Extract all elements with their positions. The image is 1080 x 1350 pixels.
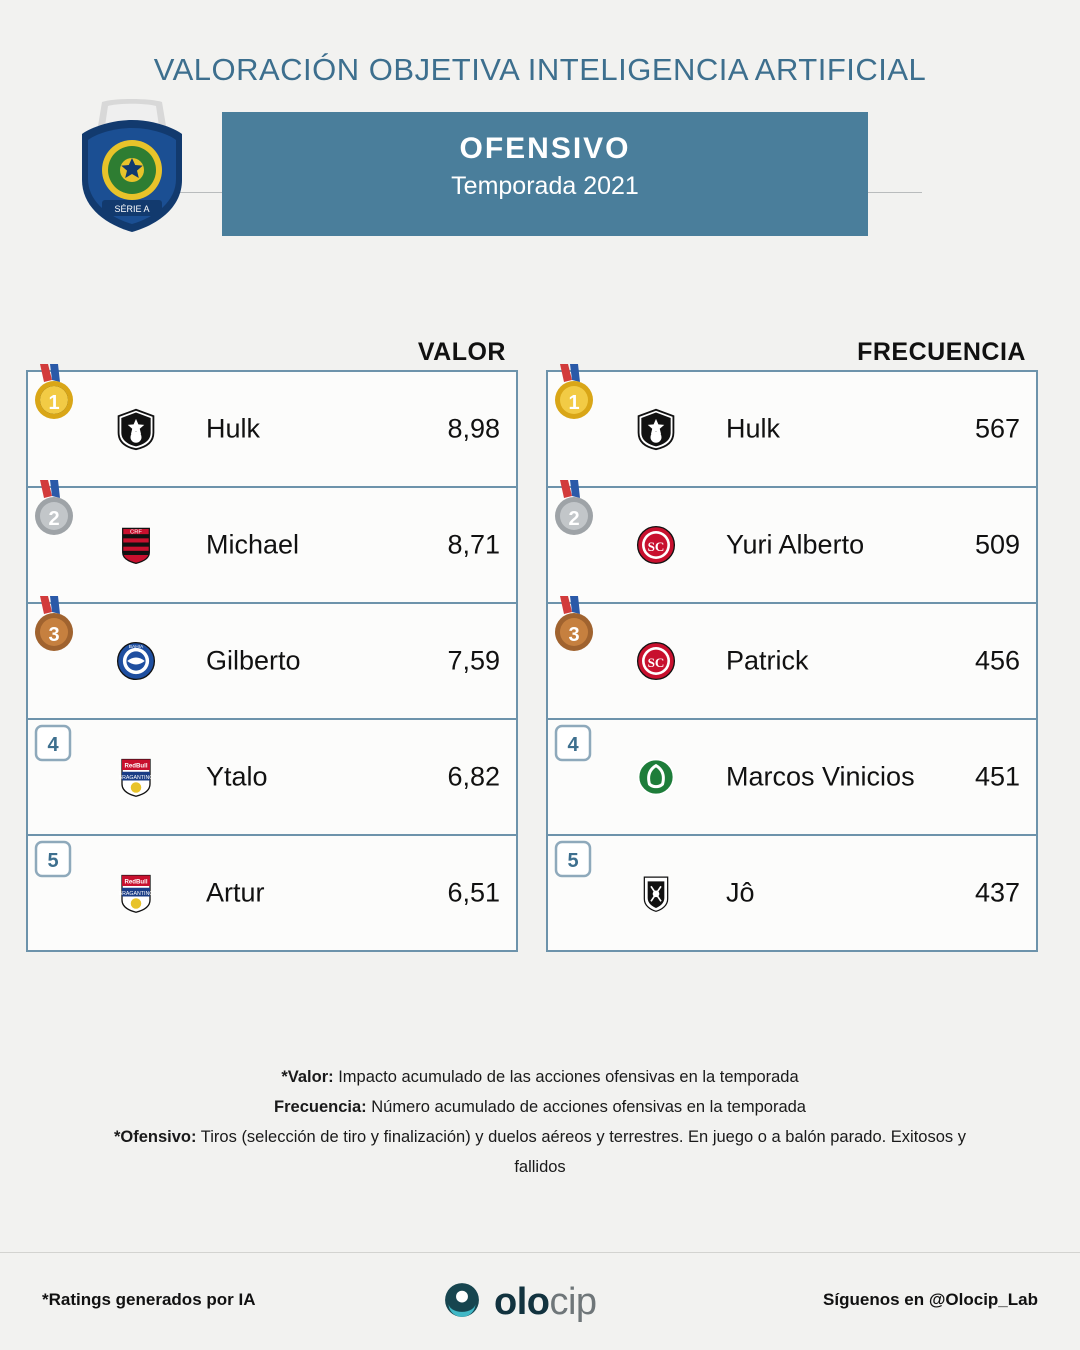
club-logo-atletico-mineiro-icon [112,405,160,453]
footnote-frecuencia-label: Frecuencia: [274,1098,367,1116]
svg-text:2: 2 [48,508,60,530]
footnote-ofensivo-text: Tiros (selección de tiro y finalización) y duelos aéreos y terrestres. En juego o a balón parado. Exitosos y fallidos [196,1128,966,1176]
footnote-frecuencia-text: Número acumulado de acciones ofensivas en la temporada [366,1098,806,1116]
player-name: Artur [206,877,265,908]
page-title: VALORACIÓN OBJETIVA INTELIGENCIA ARTIFICIAL [153,52,927,87]
svg-text:RedBull: RedBull [124,878,148,886]
table-row[interactable] [28,720,516,836]
player-name: Patrick [726,645,809,676]
table-row[interactable] [548,488,1036,604]
player-value: 509 [974,529,1020,560]
table-body-valor [26,370,518,952]
club-logo-internacional-icon [632,521,680,569]
rank-badge-5-icon [548,828,600,886]
club-logo-bragantino-icon [112,753,160,801]
table-row[interactable] [28,604,516,720]
rank-medal-gold-icon [548,364,600,422]
svg-text:CRF: CRF [130,529,142,536]
footer-social-handle: Síguenos en @Olocip_Lab [823,1290,1038,1309]
footer-divider [0,1252,1080,1253]
banner-season: Temporada 2021 [451,172,639,200]
svg-text:RedBull: RedBull [124,762,148,770]
footnote-valor-text: Impacto acumulado de las acciones ofensivas en la temporada [333,1068,799,1086]
svg-text:4: 4 [567,734,579,756]
svg-text:4: 4 [47,734,59,756]
table-row[interactable] [28,488,516,604]
rank-badge-4-icon [548,712,600,770]
footnote-valor-label: *Valor: [281,1068,334,1086]
olocip-wordmark [494,1281,597,1324]
league-crest-icon [62,96,202,236]
table-body-frecuencia [546,370,1038,952]
club-logo-juventude-icon [632,753,680,801]
svg-text:SC: SC [647,539,665,555]
svg-text:1: 1 [568,392,580,414]
svg-text:SC: SC [647,655,665,671]
rank-medal-silver-icon [28,480,80,538]
svg-text:5: 5 [567,850,579,872]
olocip-mark-icon [440,1278,484,1327]
club-logo-atletico-mineiro-icon [632,405,680,453]
player-value: 6,51 [447,877,500,908]
table-row[interactable] [28,836,516,952]
svg-text:5: 5 [47,850,59,872]
table-row[interactable] [548,720,1036,836]
club-logo-internacional-icon [632,637,680,685]
table-row[interactable] [548,372,1036,488]
player-value: 6,82 [447,761,500,792]
svg-text:BRAGANTINO: BRAGANTINO [118,890,154,897]
footnotes [90,1062,990,1182]
banner-category: OFENSIVO [459,132,631,165]
ranking-table-valor [26,338,518,952]
rank-medal-gold-icon [28,364,80,422]
footnote-ofensivo-label: *Ofensivo: [113,1128,197,1146]
player-name: Yuri Alberto [726,529,865,560]
svg-text:3: 3 [568,624,580,646]
rank-medal-bronze-icon [28,596,80,654]
footnote-valor [90,1062,990,1092]
club-logo-flamengo-icon [112,521,160,569]
club-logo-corinthians-icon [632,869,680,917]
player-name: Ytalo [206,761,268,792]
table-row[interactable] [28,372,516,488]
column-header-valor: VALOR [417,338,506,366]
rank-badge-4-icon [28,712,80,770]
player-name: Michael [206,529,300,560]
svg-text:3: 3 [48,624,60,646]
player-name: Hulk [206,413,261,444]
title-banner [222,112,868,236]
svg-text:2: 2 [568,508,580,530]
rank-medal-bronze-icon [548,596,600,654]
player-name: Marcos Vinicios [726,761,915,792]
player-value: 567 [974,413,1020,444]
player-value: 451 [974,761,1020,792]
club-logo-bragantino-icon [112,869,160,917]
table-row[interactable] [548,836,1036,952]
ranking-table-frecuencia [546,338,1038,952]
rank-medal-silver-icon [548,480,600,538]
player-value: 456 [974,645,1020,676]
player-name: Jô [726,877,755,908]
svg-text:BRAGANTINO: BRAGANTINO [118,774,154,781]
table-row[interactable] [548,604,1036,720]
svg-text:SÉRIE A: SÉRIE A [114,204,150,214]
footnote-frecuencia [90,1092,990,1122]
player-value: 8,71 [447,529,500,560]
player-name: Gilberto [206,645,301,676]
player-value: 7,59 [447,645,500,676]
rank-badge-5-icon [28,828,80,886]
olocip-logo[interactable] [440,1278,597,1327]
svg-text:1: 1 [48,392,60,414]
olocip-wordmark-light: cip [549,1281,597,1323]
player-name: Hulk [726,413,781,444]
player-value: 8,98 [447,413,500,444]
column-header-frecuencia: FRECUENCIA [857,338,1026,366]
player-value: 437 [974,877,1020,908]
svg-text:BAHIA: BAHIA [128,644,144,650]
club-logo-bahia-icon [112,637,160,685]
footer-disclaimer: *Ratings generados por IA [42,1290,256,1309]
footnote-ofensivo [90,1122,990,1182]
olocip-wordmark-bold: olo [494,1281,550,1323]
